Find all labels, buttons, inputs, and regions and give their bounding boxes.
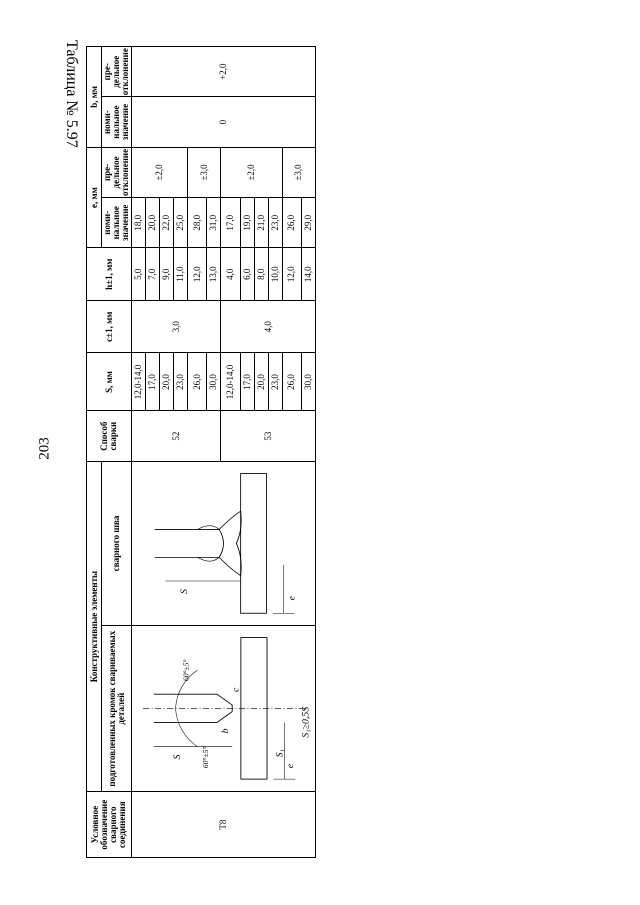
e-nominal-cell: 28,0 xyxy=(188,198,207,248)
e-nominal-cell: 22,0 xyxy=(160,198,174,248)
e-nominal-cell: 21,0 xyxy=(254,198,268,248)
e-deviation-cell: ±2,0 xyxy=(132,147,188,197)
e-nominal-cell: 31,0 xyxy=(207,198,221,248)
s-cell: 12,0-14,0 xyxy=(132,353,146,411)
c-cell: 4,0 xyxy=(221,300,316,353)
header-structural-elements: Конструктивные элементы xyxy=(87,461,102,792)
weld-label-e: e xyxy=(286,596,298,601)
table-title: Таблица № 5.97 xyxy=(63,40,80,148)
e-nominal-cell: 26,0 xyxy=(282,198,301,248)
s-cell: 26,0 xyxy=(282,353,301,411)
s-cell: 20,0 xyxy=(254,353,268,411)
s-cell: 30,0 xyxy=(207,353,221,411)
e-nominal-cell: 19,0 xyxy=(240,198,254,248)
e-deviation-cell: ±3,0 xyxy=(282,147,315,197)
weld-joint-table xyxy=(86,46,316,858)
header-b-deviation: пре-дельное отклонение xyxy=(102,48,130,96)
prepared-edges-drawing-cell xyxy=(132,626,316,792)
header-e-deviation: пре-дельное отклонение xyxy=(102,148,130,196)
s-cell: 23,0 xyxy=(174,353,188,411)
label-s: S xyxy=(171,754,183,760)
header-b-nominal: номи-нальное значение xyxy=(102,97,132,147)
h-cell: 12,0 xyxy=(188,248,207,301)
designation-cell: Т8 xyxy=(132,792,316,858)
e-nominal-cell: 20,0 xyxy=(146,198,160,248)
method-cell: 52 xyxy=(132,411,221,461)
h-cell: 9,0 xyxy=(160,248,174,301)
h-cell: 12,0 xyxy=(282,248,301,301)
s-cell: 26,0 xyxy=(188,353,207,411)
rotated-table-container xyxy=(86,46,313,858)
s-cell: 30,0 xyxy=(301,353,315,411)
e-nominal-cell: 17,0 xyxy=(221,198,240,248)
label-e: e xyxy=(285,764,297,769)
s-cell: 17,0 xyxy=(146,353,160,411)
weld-drawing xyxy=(132,463,315,624)
label-angle-left: 60°±5° xyxy=(201,746,211,769)
h-cell: 14,0 xyxy=(301,248,315,301)
label-c: c xyxy=(230,687,242,693)
label-s1: S₁ xyxy=(274,749,286,758)
e-nominal-cell: 18,0 xyxy=(132,198,146,248)
c-cell: 3,0 xyxy=(132,300,221,353)
e-nominal-cell: 29,0 xyxy=(301,198,315,248)
method-cell: 53 xyxy=(221,411,316,461)
s-cell: 17,0 xyxy=(240,353,254,411)
b-deviation-cell: +2,0 xyxy=(132,47,316,97)
weld-label-s: S xyxy=(178,589,190,594)
label-b: b xyxy=(219,728,231,734)
h-cell: 7,0 xyxy=(146,248,160,301)
label-angle-right: 60°±5° xyxy=(181,659,191,682)
header-weld: сварного шва xyxy=(102,461,132,625)
prepared-edges-drawing xyxy=(132,627,315,790)
h-cell: 4,0 xyxy=(221,248,240,301)
h-cell: 5,0 xyxy=(132,248,146,301)
drawing-note: S₁≥0,5S xyxy=(300,707,312,739)
header-prepared-edges: подготовленных кромок свариваемых деталей xyxy=(102,626,132,792)
s-cell: 12,0-14,0 xyxy=(221,353,240,411)
header-h: h±1, мм xyxy=(87,248,132,301)
page-number: 203 xyxy=(36,437,53,460)
header-method: Способ сварки xyxy=(87,411,132,461)
header-b: b, мм xyxy=(87,47,102,148)
header-designation: Условное обозначение сварного соединения xyxy=(87,792,132,858)
h-cell: 11,0 xyxy=(174,248,188,301)
b-nominal-cell: 0 xyxy=(132,97,316,147)
s-cell: 20,0 xyxy=(160,353,174,411)
h-cell: 13,0 xyxy=(207,248,221,301)
header-e: e, мм xyxy=(87,147,102,248)
e-nominal-cell: 25,0 xyxy=(174,198,188,248)
header-e-nominal: номи-нальное значение xyxy=(102,198,132,248)
h-cell: 6,0 xyxy=(240,248,254,301)
e-nominal-cell: 23,0 xyxy=(268,198,282,248)
e-deviation-cell: ±2,0 xyxy=(221,147,282,197)
header-s: S, мм xyxy=(87,353,132,411)
h-cell: 10,0 xyxy=(268,248,282,301)
s-cell: 23,0 xyxy=(268,353,282,411)
e-deviation-cell: ±3,0 xyxy=(188,147,221,197)
weld-drawing-cell xyxy=(132,461,316,625)
header-c: c±1, мм xyxy=(87,300,132,353)
h-cell: 8,0 xyxy=(254,248,268,301)
table-row xyxy=(132,47,146,858)
